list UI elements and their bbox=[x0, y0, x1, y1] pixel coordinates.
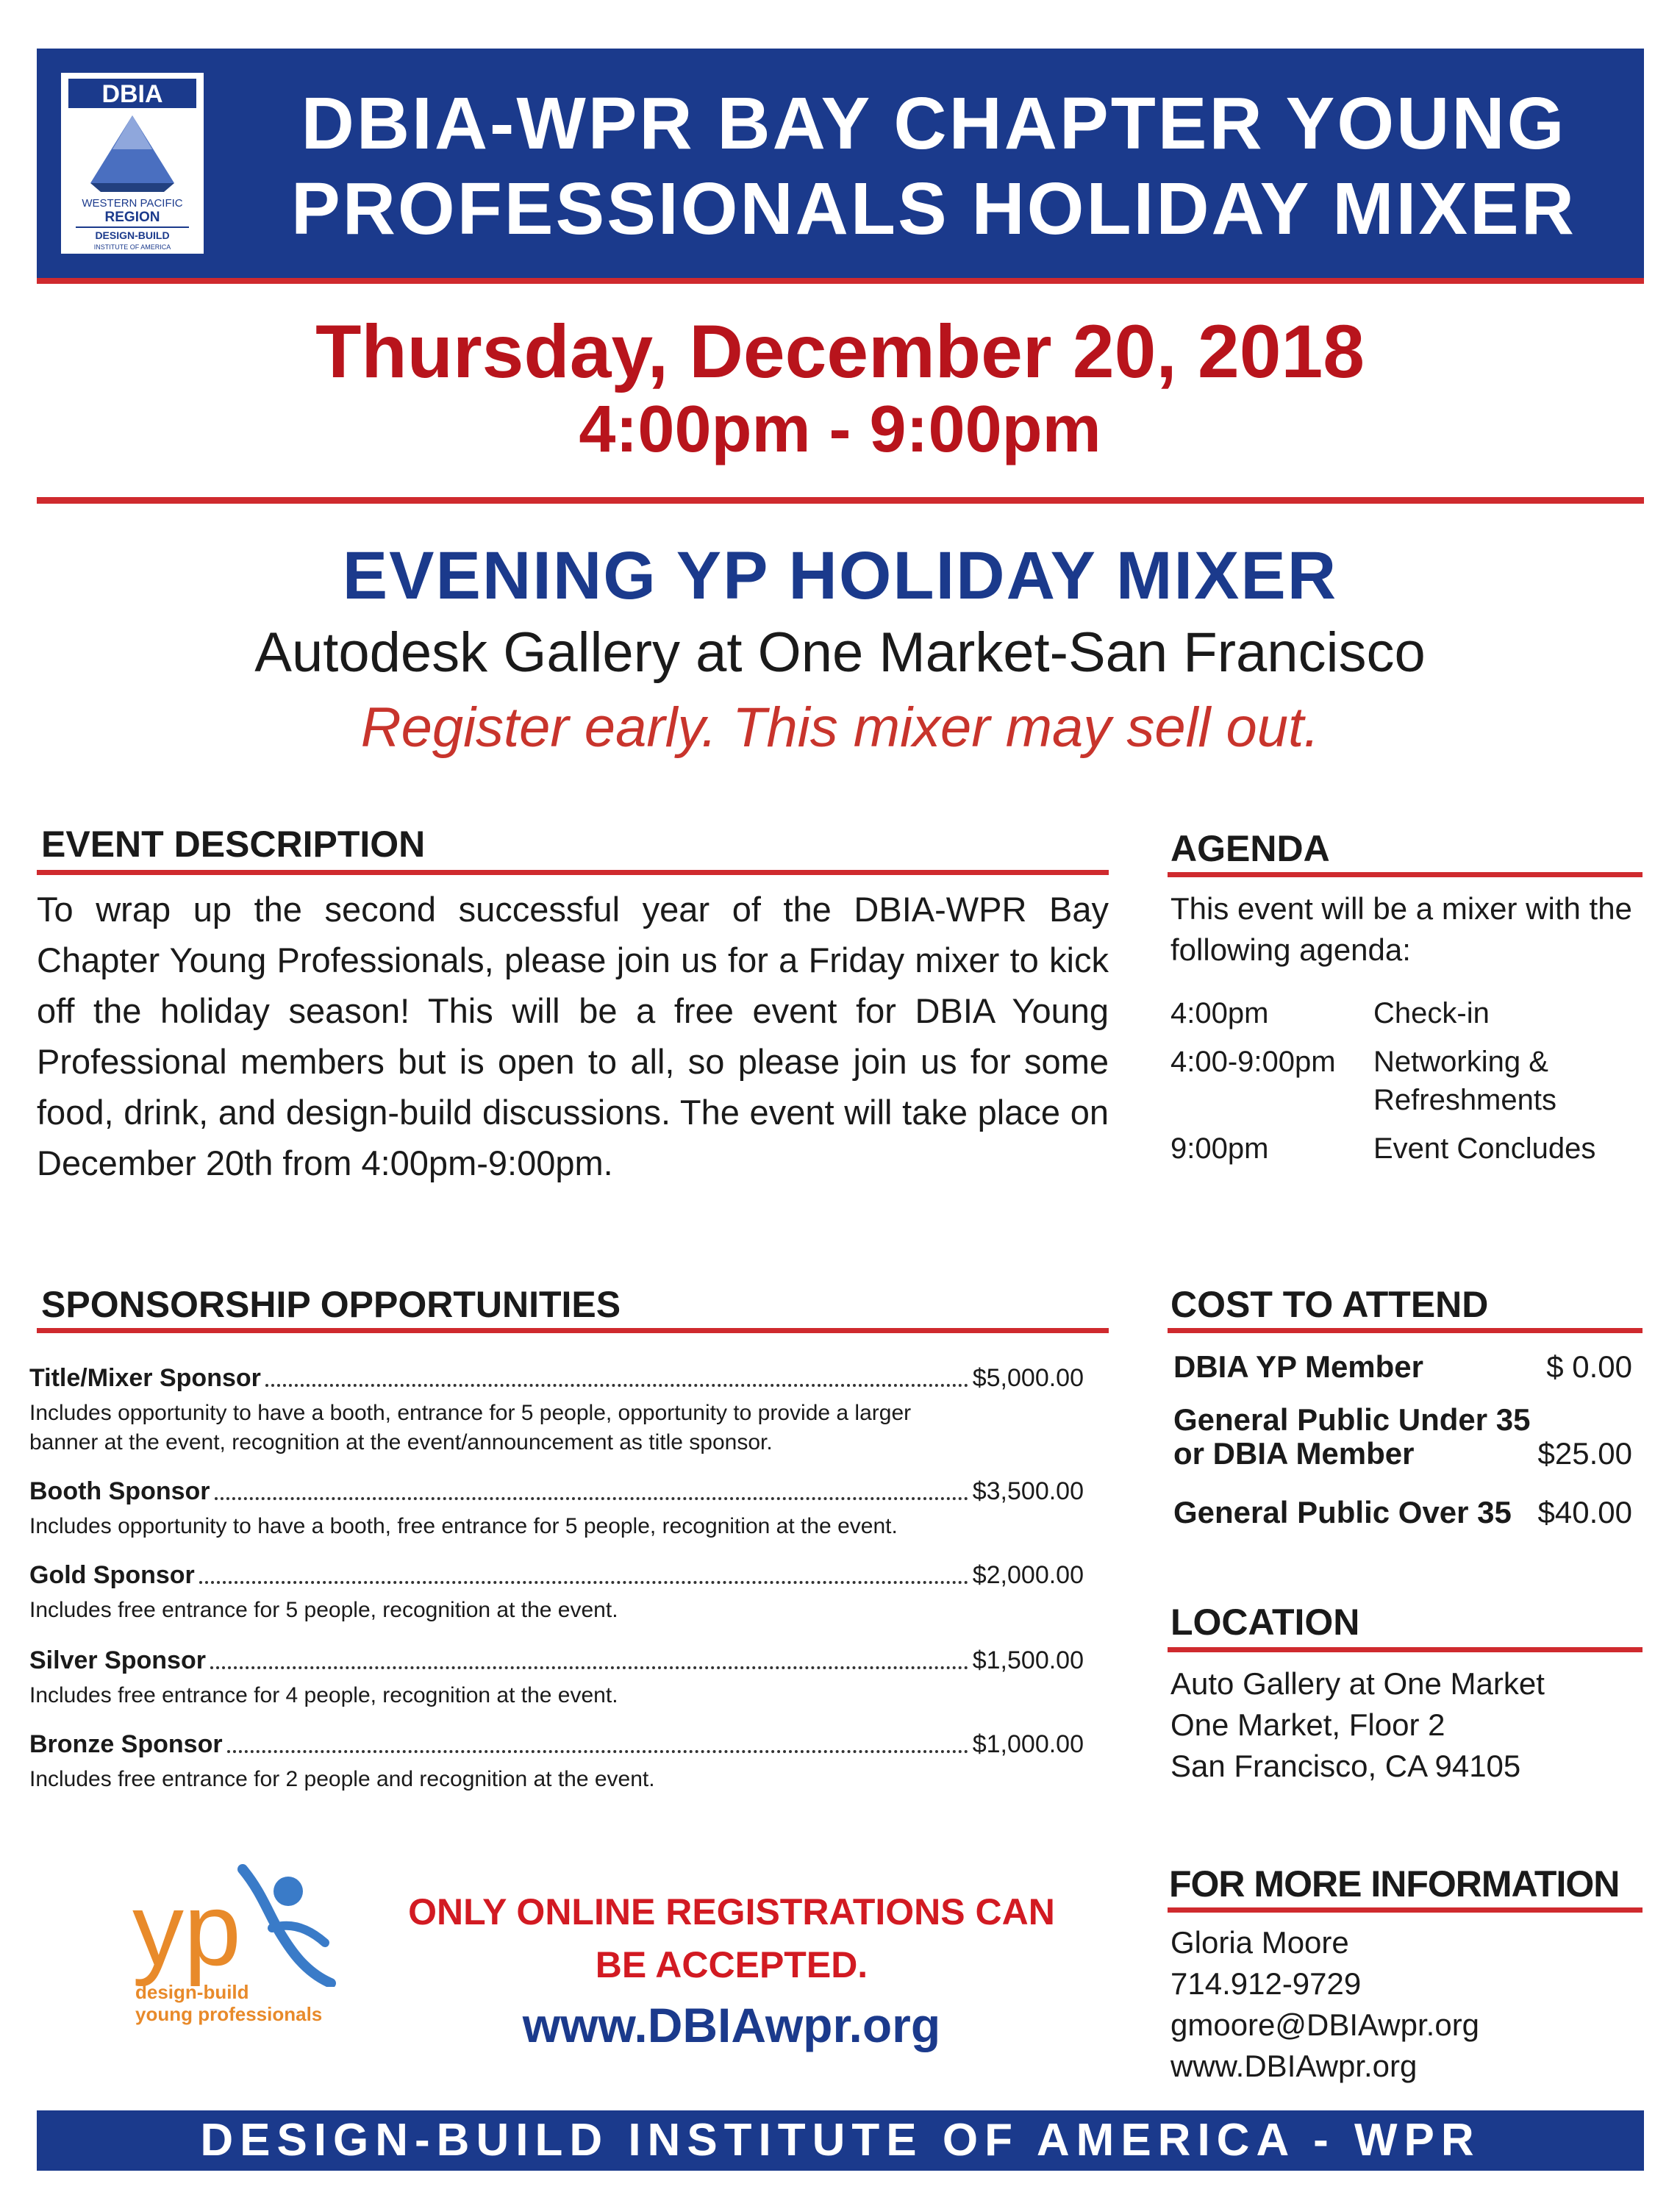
yp-figure-icon bbox=[132, 1862, 353, 1987]
agenda-time: 9:00pm bbox=[1170, 1132, 1269, 1165]
sponsor-description bbox=[29, 1681, 1088, 1710]
dot-leader bbox=[210, 1666, 968, 1669]
sponsor-description bbox=[29, 1399, 1088, 1457]
sponsor-desc-line: banner at the event, recognition at the event/announcement as title sponsor. bbox=[29, 1430, 773, 1454]
section-rule bbox=[1168, 872, 1643, 877]
sponsor-desc-line: Includes free entrance for 5 people, recognition at the event. bbox=[29, 1598, 618, 1622]
cost-price: $ 0.00 bbox=[1546, 1349, 1632, 1384]
sponsor-row bbox=[29, 1472, 1084, 1509]
event-time: 4:00pm - 9:00pm bbox=[579, 393, 1101, 466]
cost-label-line: General Public Under 35 bbox=[1173, 1402, 1531, 1437]
agenda-time: 4:00pm bbox=[1170, 997, 1269, 1029]
sponsor-name: Silver Sponsor bbox=[29, 1646, 206, 1674]
sponsor-name: Bronze Sponsor bbox=[29, 1730, 223, 1758]
online-registration-note: ONLY ONLINE REGISTRATIONS CAN bbox=[408, 1891, 1055, 1932]
sponsor-desc-line: Includes opportunity to have a booth, free entrance for 5 people, recognition at the event. bbox=[29, 1514, 898, 1538]
location-heading: LOCATION bbox=[1170, 1602, 1360, 1643]
sponsor-desc-line: Includes free entrance for 2 people and recognition at the event. bbox=[29, 1767, 655, 1791]
cost-heading: COST TO ATTEND bbox=[1170, 1284, 1489, 1325]
event-title: EVENING YP HOLIDAY MIXER bbox=[342, 538, 1338, 613]
sponsor-row bbox=[29, 1359, 1084, 1396]
venue-line: Autodesk Gallery at One Market-San Francisco bbox=[254, 621, 1426, 684]
contact-phone: 714.912-9729 bbox=[1170, 1966, 1362, 2001]
divider bbox=[37, 497, 1644, 504]
more-info-heading: FOR MORE INFORMATION bbox=[1169, 1863, 1620, 1905]
sponsor-row bbox=[29, 1556, 1084, 1593]
header-banner bbox=[37, 49, 1644, 284]
section-rule bbox=[37, 870, 1109, 875]
contact-name: Gloria Moore bbox=[1170, 1925, 1349, 1960]
register-note: Register early. This mixer may sell out. bbox=[360, 696, 1320, 759]
sponsor-row bbox=[29, 1725, 1084, 1762]
header-title bbox=[235, 81, 1632, 251]
event-description-heading: EVENT DESCRIPTION bbox=[41, 824, 426, 865]
sponsor-name: Booth Sponsor bbox=[29, 1477, 210, 1505]
section-rule bbox=[1168, 1328, 1643, 1333]
agenda-activity: Networking & Refreshments bbox=[1373, 1046, 1556, 1116]
cost-price: $40.00 bbox=[1537, 1495, 1632, 1529]
cost-price: $25.00 bbox=[1537, 1436, 1632, 1471]
agenda-item bbox=[1170, 994, 1641, 1032]
header-title-line-1: DBIA-WPR BAY CHAPTER YOUNG bbox=[301, 82, 1567, 165]
contact-website-link[interactable]: www.DBIAwpr.org bbox=[1170, 2049, 1418, 2083]
agenda-item bbox=[1170, 1043, 1641, 1119]
online-registration-note: BE ACCEPTED. bbox=[595, 1944, 868, 1985]
dot-leader bbox=[265, 1384, 968, 1387]
location-line: One Market, Floor 2 bbox=[1170, 1707, 1445, 1742]
header-title-line-2: PROFESSIONALS HOLIDAY MIXER bbox=[291, 168, 1576, 250]
agenda-time: 4:00-9:00pm bbox=[1170, 1046, 1336, 1078]
sponsorship-heading: SPONSORSHIP OPPORTUNITIES bbox=[41, 1284, 621, 1325]
sponsor-price: $1,500.00 bbox=[972, 1646, 1084, 1674]
cost-label: General Public Over 35 bbox=[1173, 1495, 1512, 1529]
logo-top-text: DBIA bbox=[101, 80, 163, 108]
sponsor-name: Gold Sponsor bbox=[29, 1561, 195, 1589]
yp-tagline: young professionals bbox=[135, 2003, 323, 2025]
agenda-item bbox=[1170, 1129, 1641, 1168]
section-rule bbox=[1168, 1907, 1643, 1913]
sponsor-price: $2,000.00 bbox=[972, 1561, 1084, 1589]
logo-line-4: INSTITUTE OF AMERICA bbox=[93, 243, 171, 251]
sponsor-desc-line: Includes opportunity to have a booth, entrance for 5 people, opportunity to provide a larger bbox=[29, 1401, 912, 1425]
sponsor-description bbox=[29, 1765, 1088, 1794]
sponsor-name: Title/Mixer Sponsor bbox=[29, 1364, 261, 1392]
dot-leader bbox=[199, 1581, 968, 1584]
sponsor-description bbox=[29, 1596, 1088, 1625]
sponsor-price: $5,000.00 bbox=[972, 1364, 1084, 1392]
logo-line-3: DESIGN-BUILD bbox=[95, 229, 170, 241]
contact-email-link[interactable]: gmoore@DBIAwpr.org bbox=[1170, 2007, 1480, 2042]
section-rule bbox=[1168, 1647, 1643, 1652]
sponsor-desc-line: Includes free entrance for 4 people, recognition at the event. bbox=[29, 1683, 618, 1707]
cost-label: DBIA YP Member bbox=[1173, 1349, 1423, 1384]
agenda-intro: This event will be a mixer with the following agenda: bbox=[1170, 891, 1632, 967]
contact-info bbox=[1170, 1922, 1641, 2087]
sponsor-row bbox=[29, 1641, 1084, 1678]
dbia-pyramid-icon bbox=[61, 73, 204, 254]
yp-tagline: design-build bbox=[135, 1981, 249, 2003]
agenda-activity: Check-in bbox=[1373, 997, 1490, 1029]
logo-line-1: WESTERN PACIFIC bbox=[82, 197, 183, 210]
dbia-logo bbox=[59, 71, 206, 256]
agenda-heading: AGENDA bbox=[1170, 828, 1330, 869]
cost-label bbox=[1173, 1403, 1541, 1471]
location-line: Auto Gallery at One Market bbox=[1170, 1666, 1545, 1701]
dot-leader bbox=[215, 1497, 968, 1500]
location-line: San Francisco, CA 94105 bbox=[1170, 1749, 1521, 1783]
section-rule bbox=[37, 1328, 1109, 1333]
registration-link[interactable]: www.DBIAwpr.org bbox=[522, 1998, 941, 2052]
sponsor-price: $1,000.00 bbox=[972, 1730, 1084, 1758]
sponsor-description bbox=[29, 1512, 1088, 1541]
dot-leader bbox=[227, 1750, 968, 1753]
location-address bbox=[1170, 1663, 1641, 1787]
agenda-activity: Event Concludes bbox=[1373, 1132, 1596, 1165]
event-date: Thursday, December 20, 2018 bbox=[315, 310, 1365, 393]
event-description-text: To wrap up the second successful year of the DBIA-WPR Bay Chapter Young Professionals, please join us for a Friday mixer to kick off the holiday season! This will be a free event for DBIA Young Professional members but is open to all, so please join us for some food, drink, and design-build discussions. The event will take place on December 20th from 4:00pm-9:00pm. bbox=[37, 890, 1109, 1182]
sponsor-price: $3,500.00 bbox=[972, 1477, 1084, 1505]
logo-line-2: REGION bbox=[104, 210, 160, 225]
footer-banner: DESIGN-BUILD INSTITUTE OF AMERICA - WPR bbox=[37, 2110, 1644, 2171]
yp-mark: yp bbox=[132, 1871, 241, 1987]
cost-label-line: or DBIA Member bbox=[1173, 1436, 1415, 1471]
